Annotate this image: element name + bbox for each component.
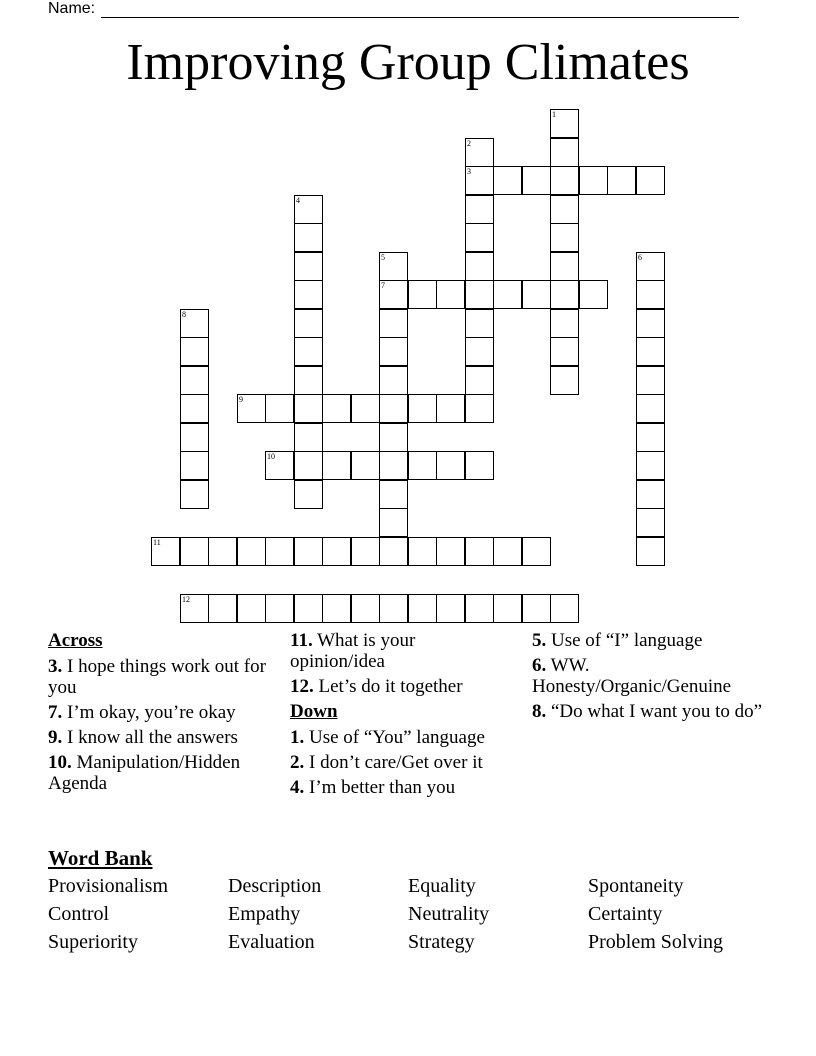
crossword-cell[interactable] — [294, 394, 323, 423]
cell-number: 11 — [153, 538, 161, 547]
clue-across-12 — [290, 676, 500, 697]
crossword-cell[interactable] — [322, 451, 351, 480]
crossword-cell[interactable] — [636, 451, 665, 480]
crossword-cell[interactable] — [351, 451, 380, 480]
clue-across-3 — [48, 656, 278, 698]
clues-column-1 — [48, 630, 278, 798]
crossword-cell[interactable] — [465, 309, 494, 338]
cell-number: 10 — [267, 452, 275, 461]
crossword-cell[interactable] — [436, 594, 465, 623]
crossword-cell[interactable] — [636, 508, 665, 537]
clue-text: WW. Honesty/Organic/Genuine — [532, 655, 732, 697]
clue-across-7 — [48, 702, 278, 723]
across-heading: Across — [48, 630, 103, 651]
clue-number: 9. — [48, 727, 63, 748]
clue-number: 12. — [290, 676, 314, 697]
cell-number: 6 — [638, 253, 642, 262]
cell-number: 1 — [552, 110, 556, 119]
crossword-cell[interactable] — [550, 138, 579, 167]
word-bank — [48, 875, 788, 954]
crossword-cell[interactable] — [465, 394, 494, 423]
crossword-cell[interactable] — [436, 394, 465, 423]
word-bank-item: Evaluation — [228, 931, 315, 953]
crossword-cell[interactable] — [493, 594, 522, 623]
crossword-cell[interactable] — [636, 480, 665, 509]
crossword-cell[interactable] — [294, 594, 323, 623]
clue-text: Use of “I” language — [551, 630, 703, 651]
crossword-cell[interactable] — [180, 537, 209, 566]
crossword-cell[interactable] — [294, 451, 323, 480]
clue-across-10 — [48, 752, 278, 794]
clue-number: 1. — [290, 727, 305, 748]
clue-down-2 — [290, 752, 500, 773]
crossword-cell[interactable] — [379, 280, 408, 309]
crossword-cell[interactable] — [550, 109, 579, 138]
crossword-cell[interactable] — [636, 309, 665, 338]
crossword-cell[interactable] — [237, 537, 266, 566]
crossword-cell[interactable] — [636, 252, 665, 281]
crossword-cell[interactable] — [180, 309, 209, 338]
crossword-cell[interactable] — [180, 451, 209, 480]
crossword-cell[interactable] — [379, 366, 408, 395]
crossword-cell[interactable] — [465, 166, 494, 195]
crossword-cell[interactable] — [465, 451, 494, 480]
crossword-cell[interactable] — [636, 537, 665, 566]
crossword-cell[interactable] — [294, 423, 323, 452]
clue-number: 11. — [290, 630, 313, 651]
crossword-cell[interactable] — [379, 423, 408, 452]
crossword-cell[interactable] — [493, 537, 522, 566]
crossword-cell[interactable] — [550, 337, 579, 366]
crossword-cell[interactable] — [237, 394, 266, 423]
name-label: Name: — [48, 0, 96, 17]
crossword-cell[interactable] — [379, 394, 408, 423]
clue-text: I don’t care/Get over it — [309, 752, 483, 773]
cell-number: 3 — [467, 167, 471, 176]
crossword-cell[interactable] — [379, 252, 408, 281]
word-bank-item: Provisionalism — [48, 875, 169, 897]
clue-text: Manipulation/Hidden Agenda — [48, 752, 241, 794]
clue-text: I hope things work out for you — [48, 656, 266, 698]
crossword-cell[interactable] — [379, 508, 408, 537]
crossword-cell[interactable] — [493, 166, 522, 195]
word-bank-item: Problem Solving — [588, 931, 724, 953]
word-bank-item: Superiority — [48, 931, 138, 953]
crossword-cell[interactable] — [522, 280, 551, 309]
clue-number: 6. — [532, 655, 547, 676]
word-bank-heading: Word Bank — [48, 846, 153, 870]
crossword-cell[interactable] — [294, 337, 323, 366]
crossword-cell[interactable] — [294, 537, 323, 566]
crossword-cell[interactable] — [379, 594, 408, 623]
crossword-cell[interactable] — [522, 537, 551, 566]
crossword-cell[interactable] — [465, 252, 494, 281]
crossword-cell[interactable] — [294, 309, 323, 338]
clue-number: 3. — [48, 656, 63, 677]
cell-number: 8 — [182, 310, 186, 319]
crossword-cell[interactable] — [465, 537, 494, 566]
crossword-cell[interactable] — [208, 594, 237, 623]
crossword-cell[interactable] — [465, 337, 494, 366]
crossword-cell[interactable] — [408, 280, 437, 309]
crossword-cell[interactable] — [379, 480, 408, 509]
word-bank-item: Spontaneity — [588, 875, 684, 897]
crossword-cell[interactable] — [636, 366, 665, 395]
crossword-cell[interactable] — [180, 394, 209, 423]
crossword-cell[interactable] — [550, 280, 579, 309]
crossword-cell[interactable] — [636, 166, 665, 195]
clue-down-1 — [290, 727, 500, 748]
crossword-cell[interactable] — [607, 166, 636, 195]
crossword-cell[interactable] — [294, 195, 323, 224]
clue-text: Use of “You” language — [309, 727, 485, 748]
crossword-cell[interactable] — [550, 252, 579, 281]
clue-number: 7. — [48, 702, 63, 723]
crossword-cell[interactable] — [522, 166, 551, 195]
crossword-cell[interactable] — [294, 223, 323, 252]
crossword-cell[interactable] — [265, 537, 294, 566]
word-bank-item: Control — [48, 903, 110, 925]
crossword-cell[interactable] — [379, 309, 408, 338]
crossword-cell[interactable] — [465, 280, 494, 309]
clue-text: Let’s do it together — [318, 676, 463, 697]
crossword-cell[interactable] — [550, 366, 579, 395]
clue-text: I’m okay, you’re okay — [67, 702, 236, 723]
crossword-cell[interactable] — [265, 451, 294, 480]
crossword-cell[interactable] — [465, 594, 494, 623]
crossword-cell[interactable] — [636, 394, 665, 423]
clue-number: 8. — [532, 701, 547, 722]
crossword-cell[interactable] — [408, 394, 437, 423]
clue-number: 4. — [290, 777, 305, 798]
crossword-cell[interactable] — [636, 280, 665, 309]
crossword-cell[interactable] — [636, 423, 665, 452]
crossword-cell[interactable] — [465, 366, 494, 395]
clues-column-3 — [532, 630, 772, 726]
crossword-cell[interactable] — [465, 223, 494, 252]
crossword-cell[interactable] — [465, 138, 494, 167]
crossword-cell[interactable] — [265, 394, 294, 423]
clue-number: 10. — [48, 752, 72, 773]
crossword-cell[interactable] — [208, 537, 237, 566]
crossword-cell[interactable] — [379, 337, 408, 366]
crossword-cell[interactable] — [436, 451, 465, 480]
crossword-cell[interactable] — [550, 166, 579, 195]
crossword-cell[interactable] — [636, 337, 665, 366]
crossword-cell[interactable] — [550, 195, 579, 224]
word-bank-item: Equality — [408, 875, 476, 897]
clue-text: What is your opinion/idea — [290, 630, 416, 672]
crossword-cell[interactable] — [550, 309, 579, 338]
crossword-cell[interactable] — [408, 537, 437, 566]
clue-number: 2. — [290, 752, 305, 773]
clue-number: 5. — [532, 630, 547, 651]
crossword-cell[interactable] — [550, 223, 579, 252]
cell-number: 2 — [467, 139, 471, 148]
clue-text: I know all the answers — [67, 727, 238, 748]
crossword-cell[interactable] — [180, 594, 209, 623]
crossword-cell[interactable] — [493, 280, 522, 309]
crossword-cell[interactable] — [180, 423, 209, 452]
crossword-cell[interactable] — [408, 594, 437, 623]
crossword-cell[interactable] — [322, 537, 351, 566]
crossword-cell[interactable] — [294, 480, 323, 509]
cell-number: 9 — [239, 395, 243, 404]
crossword-cell[interactable] — [550, 594, 579, 623]
crossword-cell[interactable] — [294, 252, 323, 281]
cell-number: 4 — [296, 196, 300, 205]
crossword-cell[interactable] — [294, 366, 323, 395]
clue-across-11 — [290, 630, 500, 672]
crossword-cell[interactable] — [436, 280, 465, 309]
cell-number: 12 — [182, 595, 190, 604]
crossword-cell[interactable] — [436, 537, 465, 566]
crossword-cell[interactable] — [351, 594, 380, 623]
clue-down-4 — [290, 777, 500, 798]
crossword-cell[interactable] — [579, 280, 608, 309]
page-title: Improving Group Climates — [126, 34, 690, 91]
crossword-cell[interactable] — [322, 394, 351, 423]
word-bank-item: Certainty — [588, 903, 663, 925]
cell-number: 7 — [381, 281, 385, 290]
clue-down-6 — [532, 655, 772, 697]
down-heading: Down — [290, 701, 338, 722]
clue-across-9 — [48, 727, 278, 748]
word-bank-item: Neutrality — [408, 903, 490, 925]
crossword-cell[interactable] — [322, 594, 351, 623]
crossword-cell[interactable] — [465, 195, 494, 224]
clue-text: I’m better than you — [309, 777, 456, 798]
crossword-cell[interactable] — [180, 337, 209, 366]
crossword-cell[interactable] — [351, 394, 380, 423]
word-bank-item: Empathy — [228, 903, 301, 925]
crossword-cell[interactable] — [579, 166, 608, 195]
word-bank-item: Description — [228, 875, 322, 897]
crossword-cell[interactable] — [265, 594, 294, 623]
crossword-cell[interactable] — [237, 594, 266, 623]
clue-text: “Do what I want you to do” — [551, 701, 763, 722]
crossword-cell[interactable] — [294, 280, 323, 309]
crossword-cell[interactable] — [522, 594, 551, 623]
crossword-cell[interactable] — [151, 537, 180, 566]
crossword-cell[interactable] — [379, 451, 408, 480]
cell-number: 5 — [381, 253, 385, 262]
crossword-cell[interactable] — [180, 366, 209, 395]
crossword-cell[interactable] — [408, 451, 437, 480]
clue-down-8 — [532, 701, 772, 722]
clue-down-5 — [532, 630, 772, 651]
crossword-cell[interactable] — [180, 480, 209, 509]
crossword-cell[interactable] — [379, 537, 408, 566]
crossword-cell[interactable] — [351, 537, 380, 566]
word-bank-item: Strategy — [408, 931, 475, 953]
clues-column-2 — [290, 630, 500, 802]
